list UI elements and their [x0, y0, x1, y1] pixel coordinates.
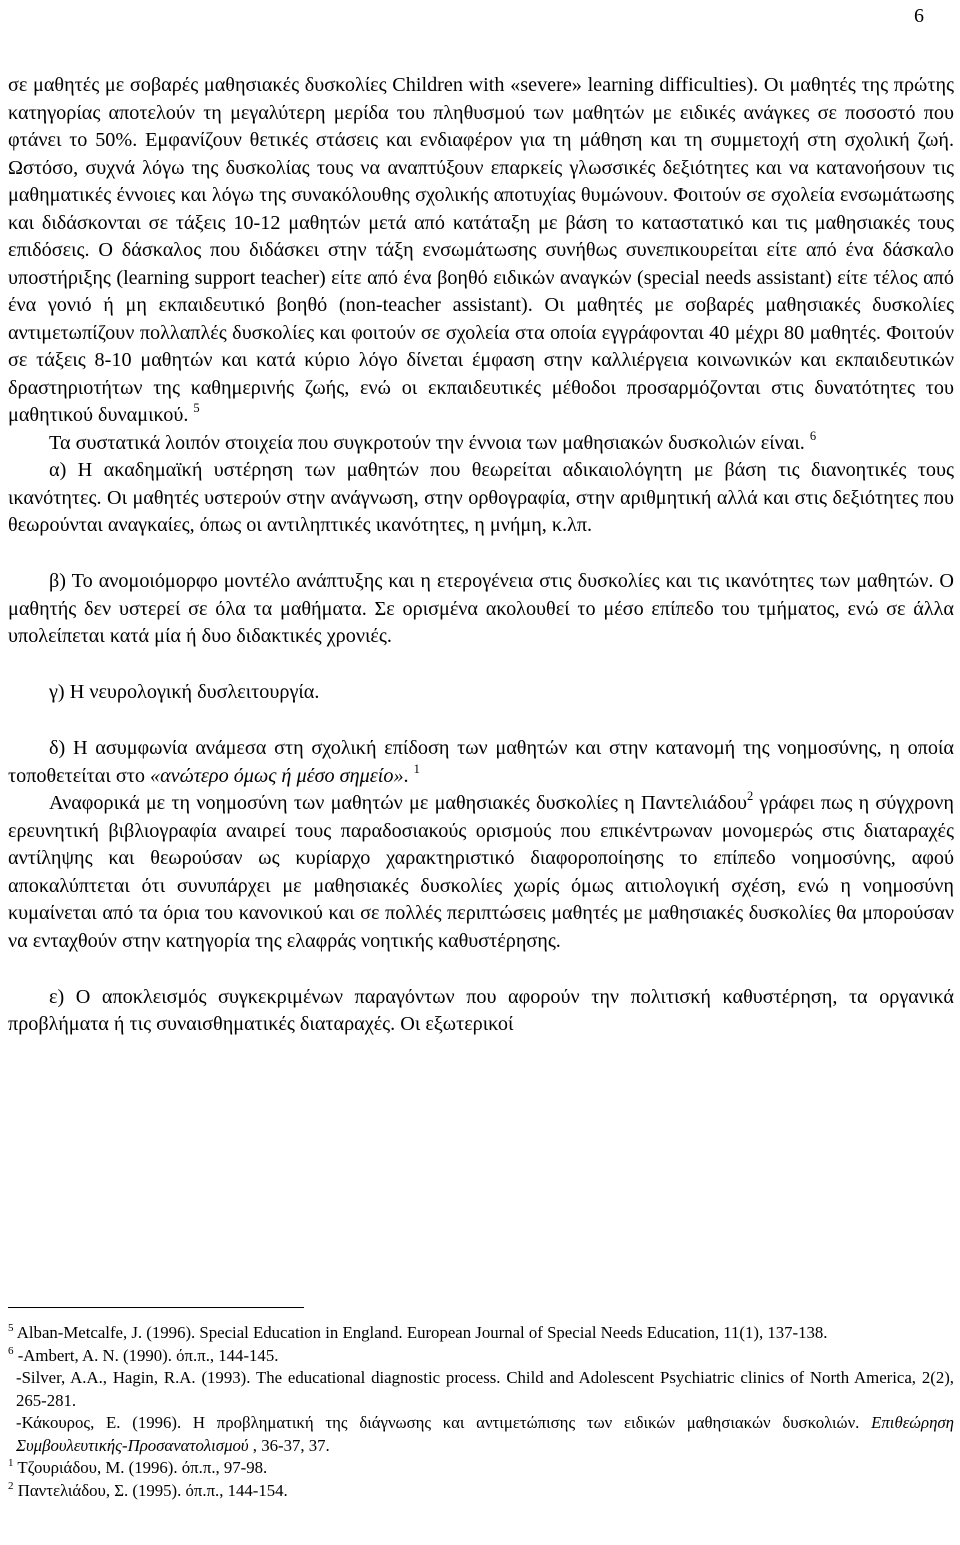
footnote-5: $^5$ Alban-Metcalfe, J. (1996). Special Education in England. European Journal of Special Needs Education, 11(1), 137-138. [8, 1322, 828, 1342]
paragraph-item-e: ε) Ο αποκλεισμός συγκεκριμένων παραγόντων που αφορούν την πολιτισκή καθυστέρηση, τα οργανικά προβλήματα ή τις συναισθηματικές διαταραχές. Οι εξωτερικοί [8, 985, 954, 1035]
paragraph-item-b: β) Το ανομοιόμορφο μοντέλο ανάπτυξης και η ετερογένεια στις δυσκολίες και τις ικανότητες των μαθητών. Ο μαθητής δεν υστερεί σε όλα τα μαθήματα. Σε ορισμένα ακολουθεί το μέσο επίπεδο του τμήματος, ενώ σε άλλα υπολείπεται κατά μία ή δυο διδακτικές χρονιές. [8, 570, 954, 647]
footnote-6-silver: -Silver, A.A., Hagin, R.A. (1993). The educational diagnostic process. Child and Adolescent Psychiatric clinics of North America, 2(2), 265-281. [16, 1368, 954, 1410]
footnote-ref: 1 [413, 761, 420, 776]
footnote-ref: 6 [809, 428, 817, 443]
footnote-1: $^1$ Τζουριάδου, Μ. (1996). όπ.π., 97-98. [8, 1457, 268, 1477]
footnote-2: $^2$ Παντελιάδου, Σ. (1995). όπ.π., 144-154. [8, 1479, 288, 1500]
footnote-6: $^6$ -Ambert, A. N. (1990). όπ.π., 144-145. [8, 1344, 279, 1365]
footnote-ref: 2 [746, 789, 754, 803]
paragraph-components: Τα συστατικά λοιπόν στοιχεία που συγκροτούν την έννοια των μαθησιακών δυσκολιών είναι. $^6$ [49, 428, 817, 454]
page-number: 6 [914, 5, 924, 27]
body-text [8, 72, 954, 1039]
paragraph-item-c: γ) Η νευρολογική δυσλειτουργία. [49, 681, 320, 703]
paragraph-intelligence: Αναφορικά με τη νοημοσύνη των μαθητών με μαθησιακές δυσκολίες η Παντελιάδου$^2$ γράφει πως η σύγχρονη ερευνητική βιβλιογραφία αναιρεί τους παραδοσιακούς ορισμούς που επικέντρωναν μονομερώς στις διαταραχές αντίληψης και θεωρούσαν ως κυρίαρχο χαρακτηριστικό διαφοροποίησης το επίπεδο νοημοσύνης, αφού αποκαλύπτεται ότι συνυπάρχει με μαθησιακές δυσκολίες χωρίς όμως αιτιολογική σχέση, ενώ η νοημοσύνη κυμαίνεται από τα όρια του κανονικού και σε πολλές περιπτώσεις μαθητές με μαθησιακές δυσκολίες θα μπορούσαν να ενταχθούν στην κατηγορία της ελαφράς νοητικής καθυστέρησης. [8, 789, 954, 952]
footnote-divider [8, 1307, 304, 1308]
paragraph-item-a: α) Η ακαδημαϊκή υστέρηση των μαθητών που θεωρείται αδικαιολόγητη με βάση τις διανοητικές τους ικανότητες. Οι μαθητές υστερούν στην ανάγνωση, στην ορθογραφία, στην αριθμητική αλλά και στις δεξιότητες που θεωρούνται αναγκαίες, όπως οι αντιληπτικές ικανότητες, η μνήμη, κ.λπ. [8, 459, 954, 536]
footnote-6-kakouros: -Κάκουρος, Ε. (1996). Η προβληματική της διάγνωσης και αντιμετώπισης των ειδικών μαθησιακών δυσκολιών. Επιθεώρηση Συμβουλευτικής-Προσανατολισμού , 36-37, 37. [16, 1413, 954, 1455]
paragraph-intro: σε μαθητές με σοβαρές μαθησιακές δυσκολίες Children with «severe» learning difficulties). Οι μαθητές της πρώτης κατηγορίας αποτελούν τη μεγαλύτερη μερίδα του πληθυσμού των μαθητών με ειδικές ανάγκες σε ποσοστό που φτάνει το 50%. Εμφανίζουν θετικές στάσεις και ενδιαφέρον για τη μάθηση και τη συμμετοχή στη σχολική ζωή. Ωστόσο, συχνά λόγω της δυσκολίας τους να αναπτύξουν επαρκείς γλωσσικές δεξιότητες και να κατανοήσουν τις μαθηματικές έννοιες και λόγω της συνακόλουθης σχολικής αποτυχίας θυμώνουν. Φοιτούν σε σχολεία ενσωμάτωσης και διδάσκονται σε τάξεις 10-12 μαθητών μετά από κατάταξη με βάση το καταστατικό και τις μαθησιακές τους επιδόσεις. Ο δάσκαλος που διδάσκει στην τάξη ενσωμάτωσης συνήθως συνεπικουρείται είτε από ένα δάσκαλο υποστήριξης (learning support teacher) είτε από ένα βοηθό ειδικών αναγκών (special needs assistant) είτε τέλος από ένα γονιό ή μη εκπαιδευτικό βοηθό (non-teacher assistant). Οι μαθητές με σοβαρές μαθησιακές δυσκολίες αντιμετωπίζουν πολλαπλές δυσκολίες και φοιτούν σε σχολεία στα οποία εγγράφονται 40 μέχρι 80 μαθητές. Φοιτούν σε τάξεις 8-10 μαθητών και κατά κύριο λόγο δίνεται έμφαση στην καλλιέργεια κοινωνικών και εκπαιδευτικών δραστηριοτήτων της καθημερινής ζωής, ενώ οι εκπαιδευτικές μέθοδοι προσαρμόζονται στις δυνατότητες του μαθητικού δυναμικού. $^5$ [8, 74, 954, 426]
footnote-ref: 5 [193, 401, 200, 415]
paragraph-item-d: δ) Η ασυμφωνία ανάμεσα στη σχολική επίδοση των μαθητών και στην κατανομή της νοημοσύνης, η οποία τοποθετείται στο «ανώτερο όμως ή μέσο σημείο». $^1$ [8, 737, 954, 787]
footnotes [8, 1307, 954, 1502]
